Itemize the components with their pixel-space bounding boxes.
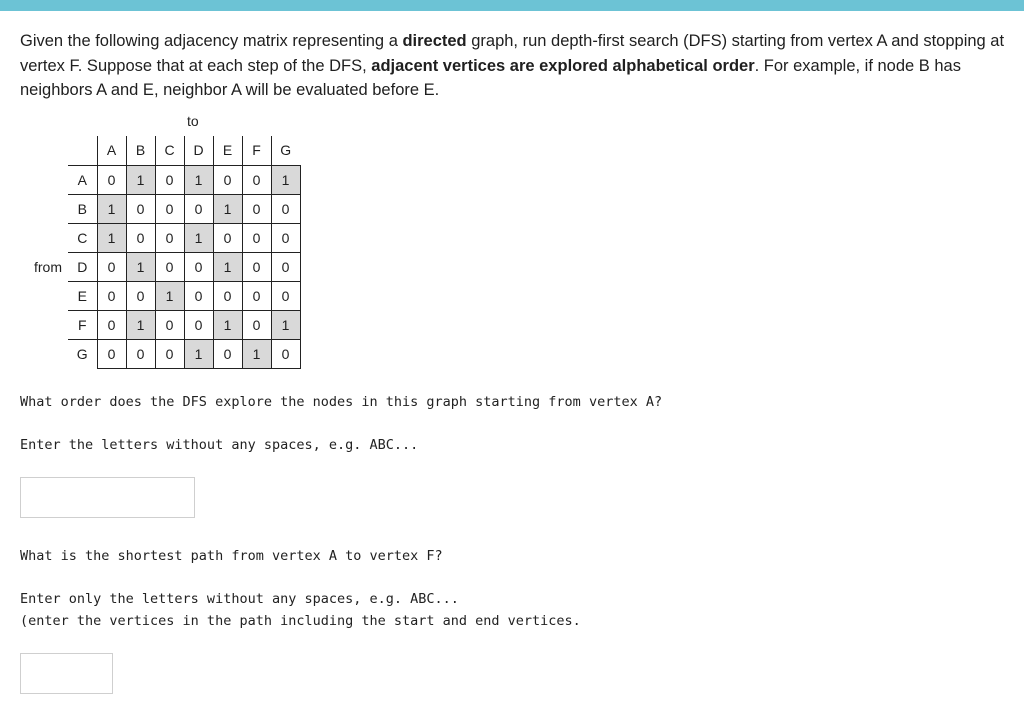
matrix-cell: 1 — [155, 281, 184, 310]
column-header-f: F — [242, 136, 271, 165]
row-header-a: A — [68, 165, 97, 194]
matrix-cell: 1 — [126, 310, 155, 339]
matrix-cell: 1 — [271, 165, 300, 194]
matrix-cell: 0 — [97, 165, 126, 194]
matrix-cell: 0 — [126, 194, 155, 223]
matrix-cell: 0 — [155, 223, 184, 252]
matrix-cell: 0 — [126, 223, 155, 252]
matrix-cell: 1 — [97, 194, 126, 223]
matrix-cell: 0 — [242, 310, 271, 339]
matrix-cell: 0 — [242, 252, 271, 281]
matrix-cell: 0 — [126, 281, 155, 310]
intro-text-2: graph, run depth-first search (DFS) starting from vertex A and stopping at vertex F. Suppose that at each step of the DFS, — [20, 32, 1005, 75]
matrix-row-g — [68, 339, 300, 368]
matrix-cell: 1 — [213, 310, 242, 339]
matrix-cell: 1 — [97, 223, 126, 252]
matrix-cell: 0 — [213, 165, 242, 194]
row-header-e: E — [68, 281, 97, 310]
matrix-cell: 1 — [242, 339, 271, 368]
matrix-cell: 1 — [213, 252, 242, 281]
shortest-path-input[interactable] — [20, 653, 113, 694]
matrix-cell: 1 — [184, 339, 213, 368]
matrix-cell: 1 — [184, 223, 213, 252]
matrix-cell: 0 — [184, 281, 213, 310]
intro-text-3: . For example, if node B has neighbors A and E, neighbor A will be evaluated before E. — [20, 56, 961, 99]
matrix-cell: 1 — [126, 252, 155, 281]
matrix-row-f — [68, 310, 300, 339]
column-header-d: D — [184, 136, 213, 165]
matrix-cell: 0 — [242, 165, 271, 194]
matrix-cell: 0 — [271, 194, 300, 223]
matrix-cell: 0 — [155, 252, 184, 281]
matrix-cell: 0 — [242, 281, 271, 310]
matrix-cell: 1 — [213, 194, 242, 223]
matrix-cell: 0 — [271, 223, 300, 252]
matrix-cell: 0 — [184, 310, 213, 339]
row-header-b: B — [68, 194, 97, 223]
matrix-cell: 1 — [184, 165, 213, 194]
matrix-cell: 0 — [97, 281, 126, 310]
matrix-row-e — [68, 281, 300, 310]
matrix-cell: 0 — [155, 339, 184, 368]
question-2-text: What is the shortest path from vertex A to vertex F? — [20, 548, 443, 564]
dfs-order-input[interactable] — [20, 477, 195, 518]
matrix-row-b — [68, 194, 300, 223]
column-header-c: C — [155, 136, 184, 165]
matrix-cell: 0 — [155, 165, 184, 194]
column-header-g: G — [271, 136, 300, 165]
question-1-hint: Enter the letters without any spaces, e.g. ABC... — [20, 437, 419, 453]
matrix-cell: 0 — [184, 252, 213, 281]
matrix-cell: 0 — [155, 310, 184, 339]
row-header-c: C — [68, 223, 97, 252]
matrix-cell: 0 — [97, 310, 126, 339]
column-header-b: B — [126, 136, 155, 165]
question-2-hint-2: (enter the vertices in the path including the start and end vertices. — [20, 613, 581, 629]
to-label: to — [187, 113, 199, 129]
matrix-row-a — [68, 165, 300, 194]
row-header-f: F — [68, 310, 97, 339]
matrix-cell: 0 — [271, 281, 300, 310]
matrix-cell: 0 — [271, 339, 300, 368]
matrix-row-d — [68, 252, 300, 281]
matrix-cell: 0 — [271, 252, 300, 281]
intro-bold-directed: directed — [402, 32, 467, 50]
intro-bold-order: adjacent vertices are explored alphabetical order — [371, 56, 755, 75]
question-1-text: What order does the DFS explore the nodes in this graph starting from vertex A? — [20, 394, 663, 410]
matrix-row-c — [68, 223, 300, 252]
question-2-hint: Enter only the letters without any spaces, e.g. ABC... — [20, 591, 459, 607]
adjacency-matrix — [0, 0, 320, 380]
column-header-a: A — [97, 136, 126, 165]
matrix-cell: 0 — [97, 339, 126, 368]
matrix-cell: 0 — [126, 339, 155, 368]
matrix-cell: 1 — [126, 165, 155, 194]
matrix-cell: 0 — [242, 223, 271, 252]
matrix-cell: 0 — [213, 223, 242, 252]
row-header-g: G — [68, 339, 97, 368]
matrix-corner — [68, 136, 97, 165]
from-label: from — [34, 259, 62, 275]
matrix-cell: 0 — [97, 252, 126, 281]
matrix-cell: 0 — [213, 339, 242, 368]
column-header-e: E — [213, 136, 242, 165]
matrix-cell: 0 — [213, 281, 242, 310]
row-header-d: D — [68, 252, 97, 281]
matrix-cell: 0 — [155, 194, 184, 223]
matrix-table — [68, 136, 301, 369]
matrix-cell: 0 — [184, 194, 213, 223]
matrix-cell: 0 — [242, 194, 271, 223]
matrix-cell: 1 — [271, 310, 300, 339]
intro-text-1: Given the following adjacency matrix representing a — [20, 32, 403, 50]
